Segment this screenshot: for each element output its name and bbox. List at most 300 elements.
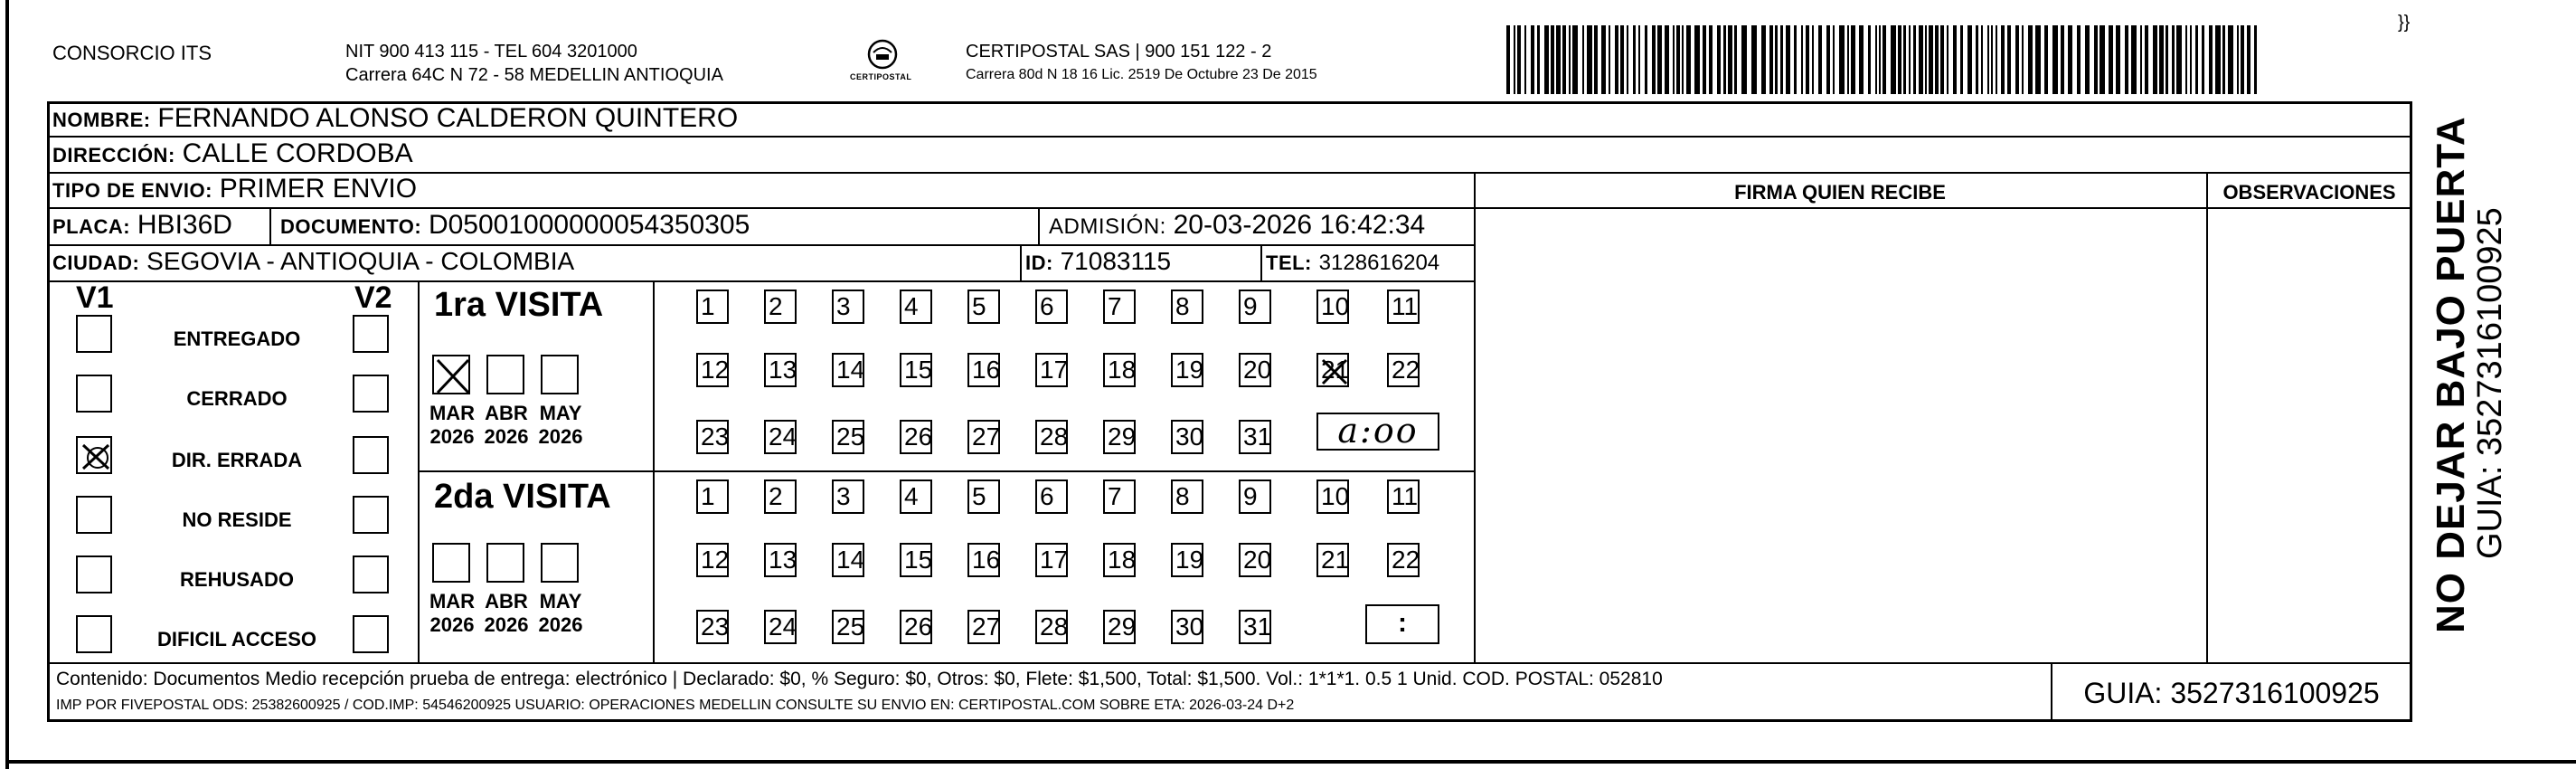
barcode-bar <box>1909 25 1911 94</box>
barcode-bar <box>1682 25 1684 94</box>
day-box[interactable] <box>1316 290 1349 324</box>
barcode-bar <box>1728 25 1732 94</box>
nombre-value: FERNANDO ALONSO CALDERON QUINTERO <box>157 103 739 133</box>
day-box[interactable] <box>832 610 864 644</box>
day-box[interactable] <box>1239 610 1271 644</box>
day-number: 13 <box>769 546 797 574</box>
day-number: 7 <box>1108 482 1122 510</box>
day-box[interactable] <box>1103 610 1136 644</box>
barcode-bar <box>2085 25 2090 94</box>
barcode-bar <box>1882 25 1886 94</box>
day-box[interactable] <box>1103 420 1136 454</box>
day-box[interactable] <box>967 479 1000 514</box>
barcode-bar <box>1544 25 1549 94</box>
day-number: 23 <box>701 422 730 451</box>
day-number: 31 <box>1243 422 1272 451</box>
day-box[interactable] <box>1387 479 1420 514</box>
day-box[interactable] <box>1103 353 1136 387</box>
barcode-bar <box>1891 25 1896 94</box>
day-box[interactable] <box>1387 353 1420 387</box>
day-number: 6 <box>1040 482 1054 510</box>
barcode-bar <box>1620 25 1624 94</box>
side-text <box>2420 100 2510 642</box>
direccion-label: DIRECCIÓN: <box>52 144 175 166</box>
v1-checkbox[interactable] <box>76 615 112 653</box>
day-number: 5 <box>972 482 986 510</box>
day-box[interactable] <box>1035 543 1068 577</box>
admision-row <box>1049 209 1425 243</box>
barcode-bar <box>1673 25 1675 94</box>
barcode-bar <box>1709 25 1713 94</box>
month-label: ABR <box>485 590 528 612</box>
left-edge-bar <box>5 0 9 769</box>
barcode-bar <box>1569 25 1571 94</box>
barcode-bar <box>1751 25 1757 94</box>
barcode-bar <box>1868 25 1871 94</box>
first-time-handwritten: a:oo <box>1337 411 1419 451</box>
tipo-value: PRIMER ENVIO <box>219 174 418 204</box>
barcode-bar <box>1686 25 1691 94</box>
day-box[interactable] <box>832 420 864 454</box>
id-row <box>1025 245 1171 280</box>
footer-print-info: IMP POR FIVEPOSTAL ODS: 25382600925 / COD.IMP: 54546200925 USUARIO: OPERACIONES MEDELLIN CONSULTE SU ENVIO EN: CERTIPOSTAL.COM SOBRE ETA: 2026-03-24 D+2 <box>56 698 1295 713</box>
day-box[interactable] <box>967 353 1000 387</box>
day-box[interactable] <box>764 543 797 577</box>
day-number: 3 <box>836 482 851 510</box>
day-box[interactable] <box>1035 479 1068 514</box>
barcode-bar <box>1572 25 1578 94</box>
admision-divider <box>1038 207 1040 244</box>
status-label: DIFICIL ACCESO <box>156 628 316 650</box>
footer-top-line <box>47 662 2412 664</box>
day-number: 21 <box>1321 356 1350 384</box>
day-box[interactable] <box>900 543 932 577</box>
day-box[interactable] <box>1239 543 1271 577</box>
v2-checkbox[interactable] <box>353 375 389 413</box>
barcode-bar <box>2094 25 2098 94</box>
second-time-value: : <box>1398 608 1407 638</box>
barcode-bar <box>2140 25 2142 94</box>
v1-checkbox[interactable] <box>76 555 112 593</box>
day-number: 17 <box>1040 546 1069 574</box>
tipo-row <box>52 173 417 207</box>
day-box[interactable] <box>764 420 797 454</box>
barcode-bar <box>2068 25 2072 94</box>
barcode-bar <box>1960 25 1963 94</box>
ciudad-label: CIUDAD: <box>52 252 140 274</box>
day-box[interactable] <box>1239 420 1271 454</box>
barcode-bar <box>2237 25 2239 94</box>
barcode-bar <box>1723 25 1726 94</box>
barcode-bar <box>1847 25 1849 94</box>
barcode-bar <box>1601 25 1606 94</box>
day-box[interactable] <box>832 543 864 577</box>
barcode-bar <box>2176 25 2182 94</box>
footer-contents: Contenido: Documentos Medio recepción prueba de entrega: electrónico | Declarado: $0, % Seguro: $0, Otros: $0, Flete: $1,500, Total: $1,500. Vol.: 1*1*1. 0.5 1 Unid. COD. POSTAL: 052810 <box>56 669 1663 689</box>
barcode-bar <box>1769 25 1773 94</box>
barcode-bar <box>1514 25 1515 94</box>
day-number: 19 <box>1175 546 1204 574</box>
documento-label: DOCUMENTO: <box>280 215 422 238</box>
first-time-box[interactable] <box>1316 413 1439 451</box>
day-number: 11 <box>1392 482 1419 510</box>
placa-divider <box>269 207 271 244</box>
barcode-bar <box>2125 25 2128 94</box>
day-box[interactable] <box>967 420 1000 454</box>
barcode-bar <box>1953 25 1957 94</box>
certipostal-address: Carrera 80d N 18 16 Lic. 2519 De Octubre 23 De 2015 <box>966 67 1317 82</box>
day-number: 18 <box>1108 546 1137 574</box>
day-box[interactable] <box>1171 610 1203 644</box>
day-number: 16 <box>972 356 1001 384</box>
barcode-bar <box>1991 25 1993 94</box>
day-number: 14 <box>836 546 865 574</box>
day-number: 20 <box>1243 546 1272 574</box>
day-number: 1 <box>701 292 715 320</box>
barcode-bar <box>1851 25 1855 94</box>
barcode-bar <box>2195 25 2198 94</box>
day-number: 9 <box>1243 292 1258 320</box>
day-number: 10 <box>1321 292 1350 320</box>
barcode-bar <box>2241 25 2244 94</box>
barcode-bar <box>1929 25 1933 94</box>
day-box[interactable] <box>696 290 729 324</box>
day-number: 12 <box>701 546 730 574</box>
nombre-row <box>52 102 738 137</box>
company-name: CONSORCIO ITS <box>52 42 212 64</box>
day-number: 27 <box>972 422 1001 451</box>
day-box[interactable] <box>764 353 797 387</box>
day-box[interactable] <box>1171 479 1203 514</box>
barcode-bar <box>1638 25 1640 94</box>
day-number: 8 <box>1175 292 1190 320</box>
barcode-bar <box>2131 25 2137 94</box>
month-checkbox[interactable] <box>486 543 524 583</box>
day-number: 25 <box>836 422 865 451</box>
day-number: 28 <box>1040 422 1069 451</box>
barcode-bar <box>1839 25 1845 94</box>
v2-checkbox[interactable] <box>353 315 389 353</box>
barcode-bar <box>1833 25 1835 94</box>
v1-checkbox[interactable] <box>76 375 112 413</box>
v2-checkbox[interactable] <box>353 496 389 534</box>
v2-label: V2 <box>354 280 392 315</box>
barcode-bar <box>1801 25 1803 94</box>
placa-value: HBI36D <box>137 210 232 240</box>
barcode-bar <box>1794 25 1797 94</box>
nombre-label: NOMBRE: <box>52 109 151 131</box>
tel-divider <box>1260 244 1262 280</box>
row-line-5 <box>47 280 1474 282</box>
month-checkbox[interactable] <box>541 355 579 394</box>
day-box[interactable] <box>1171 290 1203 324</box>
day-box[interactable] <box>1103 479 1136 514</box>
no-dejar-text: NO DEJAR BAJO PUERTA <box>2429 116 2473 633</box>
barcode-bar <box>1981 25 1983 94</box>
day-box[interactable] <box>764 290 797 324</box>
day-box[interactable] <box>696 543 729 577</box>
day-number: 16 <box>972 546 1001 574</box>
barcode-bar <box>1818 25 1822 94</box>
day-box[interactable] <box>1239 353 1271 387</box>
status-label: NO RESIDE <box>182 508 292 531</box>
day-box[interactable] <box>1035 420 1068 454</box>
bottom-edge-bar <box>5 760 2576 764</box>
direccion-row <box>52 138 413 172</box>
day-box[interactable] <box>832 353 864 387</box>
barcode-bar <box>2190 25 2192 94</box>
nit-line: NIT 900 413 115 - TEL 604 3201000 <box>345 42 637 62</box>
day-number: 31 <box>1243 612 1272 641</box>
barcode-bar <box>2007 25 2011 94</box>
day-number: 3 <box>836 292 851 320</box>
day-number: 6 <box>1040 292 1054 320</box>
barcode-bar <box>1676 25 1680 94</box>
day-number: 25 <box>836 612 865 641</box>
day-box[interactable] <box>1316 543 1349 577</box>
barcode-bar <box>2159 25 2164 94</box>
day-number: 1 <box>701 482 715 510</box>
year-label: 2026 <box>429 425 475 448</box>
barcode-bar <box>1919 25 1923 94</box>
year-label: 2026 <box>484 613 529 636</box>
month-checkbox[interactable] <box>541 543 579 583</box>
firma-header: FIRMA QUIEN RECIBE <box>1734 181 1946 204</box>
day-box[interactable] <box>900 353 932 387</box>
barcode-bar <box>1517 25 1521 94</box>
day-number: 22 <box>1392 356 1420 384</box>
barcode-bar <box>2215 25 2221 94</box>
status-label: REHUSADO <box>180 568 294 591</box>
v2-checkbox[interactable] <box>353 555 389 593</box>
tipo-label: TIPO DE ENVIO: <box>52 179 212 202</box>
day-number: 11 <box>1392 292 1419 320</box>
day-number: 26 <box>904 612 933 641</box>
barcode-bar <box>1694 25 1700 94</box>
day-box[interactable] <box>900 479 932 514</box>
barcode-bar <box>1935 25 1939 94</box>
month-label: MAY <box>539 402 582 424</box>
barcode-bar <box>1703 25 1706 94</box>
day-number: 30 <box>1175 612 1204 641</box>
day-box[interactable] <box>900 610 932 644</box>
barcode-bar <box>2222 25 2225 94</box>
day-box[interactable] <box>967 290 1000 324</box>
day-number: 7 <box>1108 292 1122 320</box>
year-label: 2026 <box>429 613 475 636</box>
day-box[interactable] <box>900 290 932 324</box>
day-number: 13 <box>769 356 797 384</box>
certipostal-logo <box>846 36 919 90</box>
v1-checkbox[interactable] <box>76 315 112 353</box>
observaciones-area[interactable] <box>2208 209 2411 661</box>
barcode-bar <box>1812 25 1814 94</box>
barcode-bar <box>1734 25 1737 94</box>
day-box[interactable] <box>900 420 932 454</box>
v1-label: V1 <box>76 280 114 315</box>
status-label: ENTREGADO <box>173 328 301 350</box>
day-number: 15 <box>904 356 933 384</box>
barcode-bar <box>2028 25 2033 94</box>
tel-row <box>1266 245 1439 280</box>
visit-divider <box>418 470 1474 472</box>
side-guia-text: GUIA: 3527316100925 <box>2471 207 2509 559</box>
barcode-bar <box>1780 25 1783 94</box>
id-value: 71083115 <box>1060 247 1172 275</box>
day-number: 19 <box>1175 356 1204 384</box>
day-box[interactable] <box>1316 353 1349 387</box>
day-number: 12 <box>701 356 730 384</box>
month-checkbox[interactable] <box>432 543 470 583</box>
status-label: CERRADO <box>186 387 288 410</box>
id-label: ID: <box>1025 252 1053 274</box>
day-number: 15 <box>904 546 933 574</box>
day-box[interactable] <box>967 610 1000 644</box>
footer-guia: GUIA: 3527316100925 <box>2083 677 2380 709</box>
barcode-bar <box>1775 25 1778 94</box>
day-box[interactable] <box>696 610 729 644</box>
barcode-bar <box>2022 25 2024 94</box>
tel-value: 3128616204 <box>1318 251 1440 275</box>
day-number: 29 <box>1108 612 1137 641</box>
barcode-bar <box>2116 25 2120 94</box>
barcode-bar <box>1587 25 1592 94</box>
month-label: ABR <box>485 402 528 424</box>
day-box[interactable] <box>1171 543 1203 577</box>
day-box[interactable] <box>1316 479 1349 514</box>
barcode-bar <box>1875 25 1877 94</box>
day-number: 5 <box>972 292 986 320</box>
day-number: 4 <box>904 482 919 510</box>
barcode-bar <box>1582 25 1584 94</box>
barcode-bar <box>1717 25 1721 94</box>
barcode-bar <box>1524 25 1526 94</box>
corner-mark: }} <box>2398 13 2411 33</box>
barcode-bar <box>1913 25 1916 94</box>
day-number: 24 <box>769 612 797 641</box>
day-box[interactable] <box>1239 290 1271 324</box>
day-box[interactable] <box>1171 420 1203 454</box>
direccion-value: CALLE CORDOBA <box>182 138 413 168</box>
v2-checkbox[interactable] <box>353 436 389 474</box>
day-number: 24 <box>769 422 797 451</box>
barcode-bar <box>1652 25 1656 94</box>
day-box[interactable] <box>696 353 729 387</box>
barcode-bar <box>1645 25 1647 94</box>
barcode-bar <box>2052 25 2058 94</box>
barcode-bar <box>1925 25 1927 94</box>
observaciones-header: OBSERVACIONES <box>2222 181 2396 204</box>
month-checkbox[interactable] <box>486 355 524 394</box>
day-number: 30 <box>1175 422 1204 451</box>
barcode-bar <box>1537 25 1540 94</box>
barcode-bar <box>2228 25 2233 94</box>
v1-checkbox[interactable] <box>76 496 112 534</box>
barcode-bar <box>1741 25 1747 94</box>
day-box[interactable] <box>1171 353 1203 387</box>
day-box[interactable] <box>1239 479 1271 514</box>
day-number: 14 <box>836 356 865 384</box>
status-label: DIR. ERRADA <box>171 449 303 471</box>
day-box[interactable] <box>967 543 1000 577</box>
barcode-bar <box>1761 25 1766 94</box>
day-box[interactable] <box>1103 290 1136 324</box>
day-box[interactable] <box>1035 290 1068 324</box>
barcode-bar <box>1826 25 1830 94</box>
month-label: MAR <box>429 402 476 424</box>
day-box[interactable] <box>696 420 729 454</box>
barcode-bar <box>2172 25 2175 94</box>
barcode-bar <box>1976 25 1978 94</box>
barcode-bar <box>1786 25 1790 94</box>
barcode-bar <box>1627 25 1628 94</box>
barcode-bar <box>2077 25 2081 94</box>
barcode-bar <box>2099 25 2105 94</box>
month-label: MAR <box>429 590 476 612</box>
barcode-bar <box>2202 25 2204 94</box>
barcode-bar <box>1633 25 1636 94</box>
day-number: 2 <box>769 482 783 510</box>
barcode-bar <box>1615 25 1618 94</box>
v1-checkbox[interactable] <box>76 436 112 474</box>
barcode-bar <box>1531 25 1534 94</box>
day-number: 8 <box>1175 482 1190 510</box>
day-box[interactable] <box>1387 290 1420 324</box>
day-box[interactable] <box>1387 543 1420 577</box>
firma-area[interactable] <box>1476 209 2204 661</box>
day-number: 17 <box>1040 356 1069 384</box>
day-number: 20 <box>1243 356 1272 384</box>
barcode-bar <box>1562 25 1566 94</box>
day-box[interactable] <box>764 479 797 514</box>
barcode-bar <box>2254 25 2257 94</box>
day-number: 21 <box>1321 546 1350 574</box>
barcode-bar <box>2061 25 2064 94</box>
barcode-bar <box>1657 25 1662 94</box>
barcode-bar <box>2166 25 2168 94</box>
barcode-bar <box>1594 25 1598 94</box>
barcode <box>1506 25 2257 94</box>
barcode-bar <box>1967 25 1972 94</box>
day-box[interactable] <box>1035 353 1068 387</box>
v2-checkbox[interactable] <box>353 615 389 653</box>
day-box[interactable] <box>1035 610 1068 644</box>
day-number: 29 <box>1108 422 1137 451</box>
admision-label: ADMISIÓN: <box>1049 214 1166 239</box>
barcode-bar <box>2044 25 2048 94</box>
day-box[interactable] <box>832 290 864 324</box>
company-address: Carrera 64C N 72 - 58 MEDELLIN ANTIOQUIA <box>345 65 723 85</box>
barcode-bar <box>1609 25 1610 94</box>
day-number: 26 <box>904 422 933 451</box>
day-box[interactable] <box>832 479 864 514</box>
placa-label: PLACA: <box>52 215 131 238</box>
day-number: 28 <box>1040 612 1069 641</box>
barcode-bar <box>2109 25 2113 94</box>
second-time-box[interactable] <box>1365 604 1439 644</box>
day-box[interactable] <box>1103 543 1136 577</box>
month-checkbox[interactable] <box>432 355 470 394</box>
day-box[interactable] <box>764 610 797 644</box>
barcode-bar <box>1996 25 1997 94</box>
year-label: 2026 <box>538 613 583 636</box>
barcode-bar <box>1898 25 1901 94</box>
barcode-bar <box>1859 25 1864 94</box>
barcode-bar <box>2001 25 2005 94</box>
day-box[interactable] <box>696 479 729 514</box>
second-visit-title: 2da VISITA <box>434 478 611 516</box>
barcode-bar <box>2035 25 2041 94</box>
